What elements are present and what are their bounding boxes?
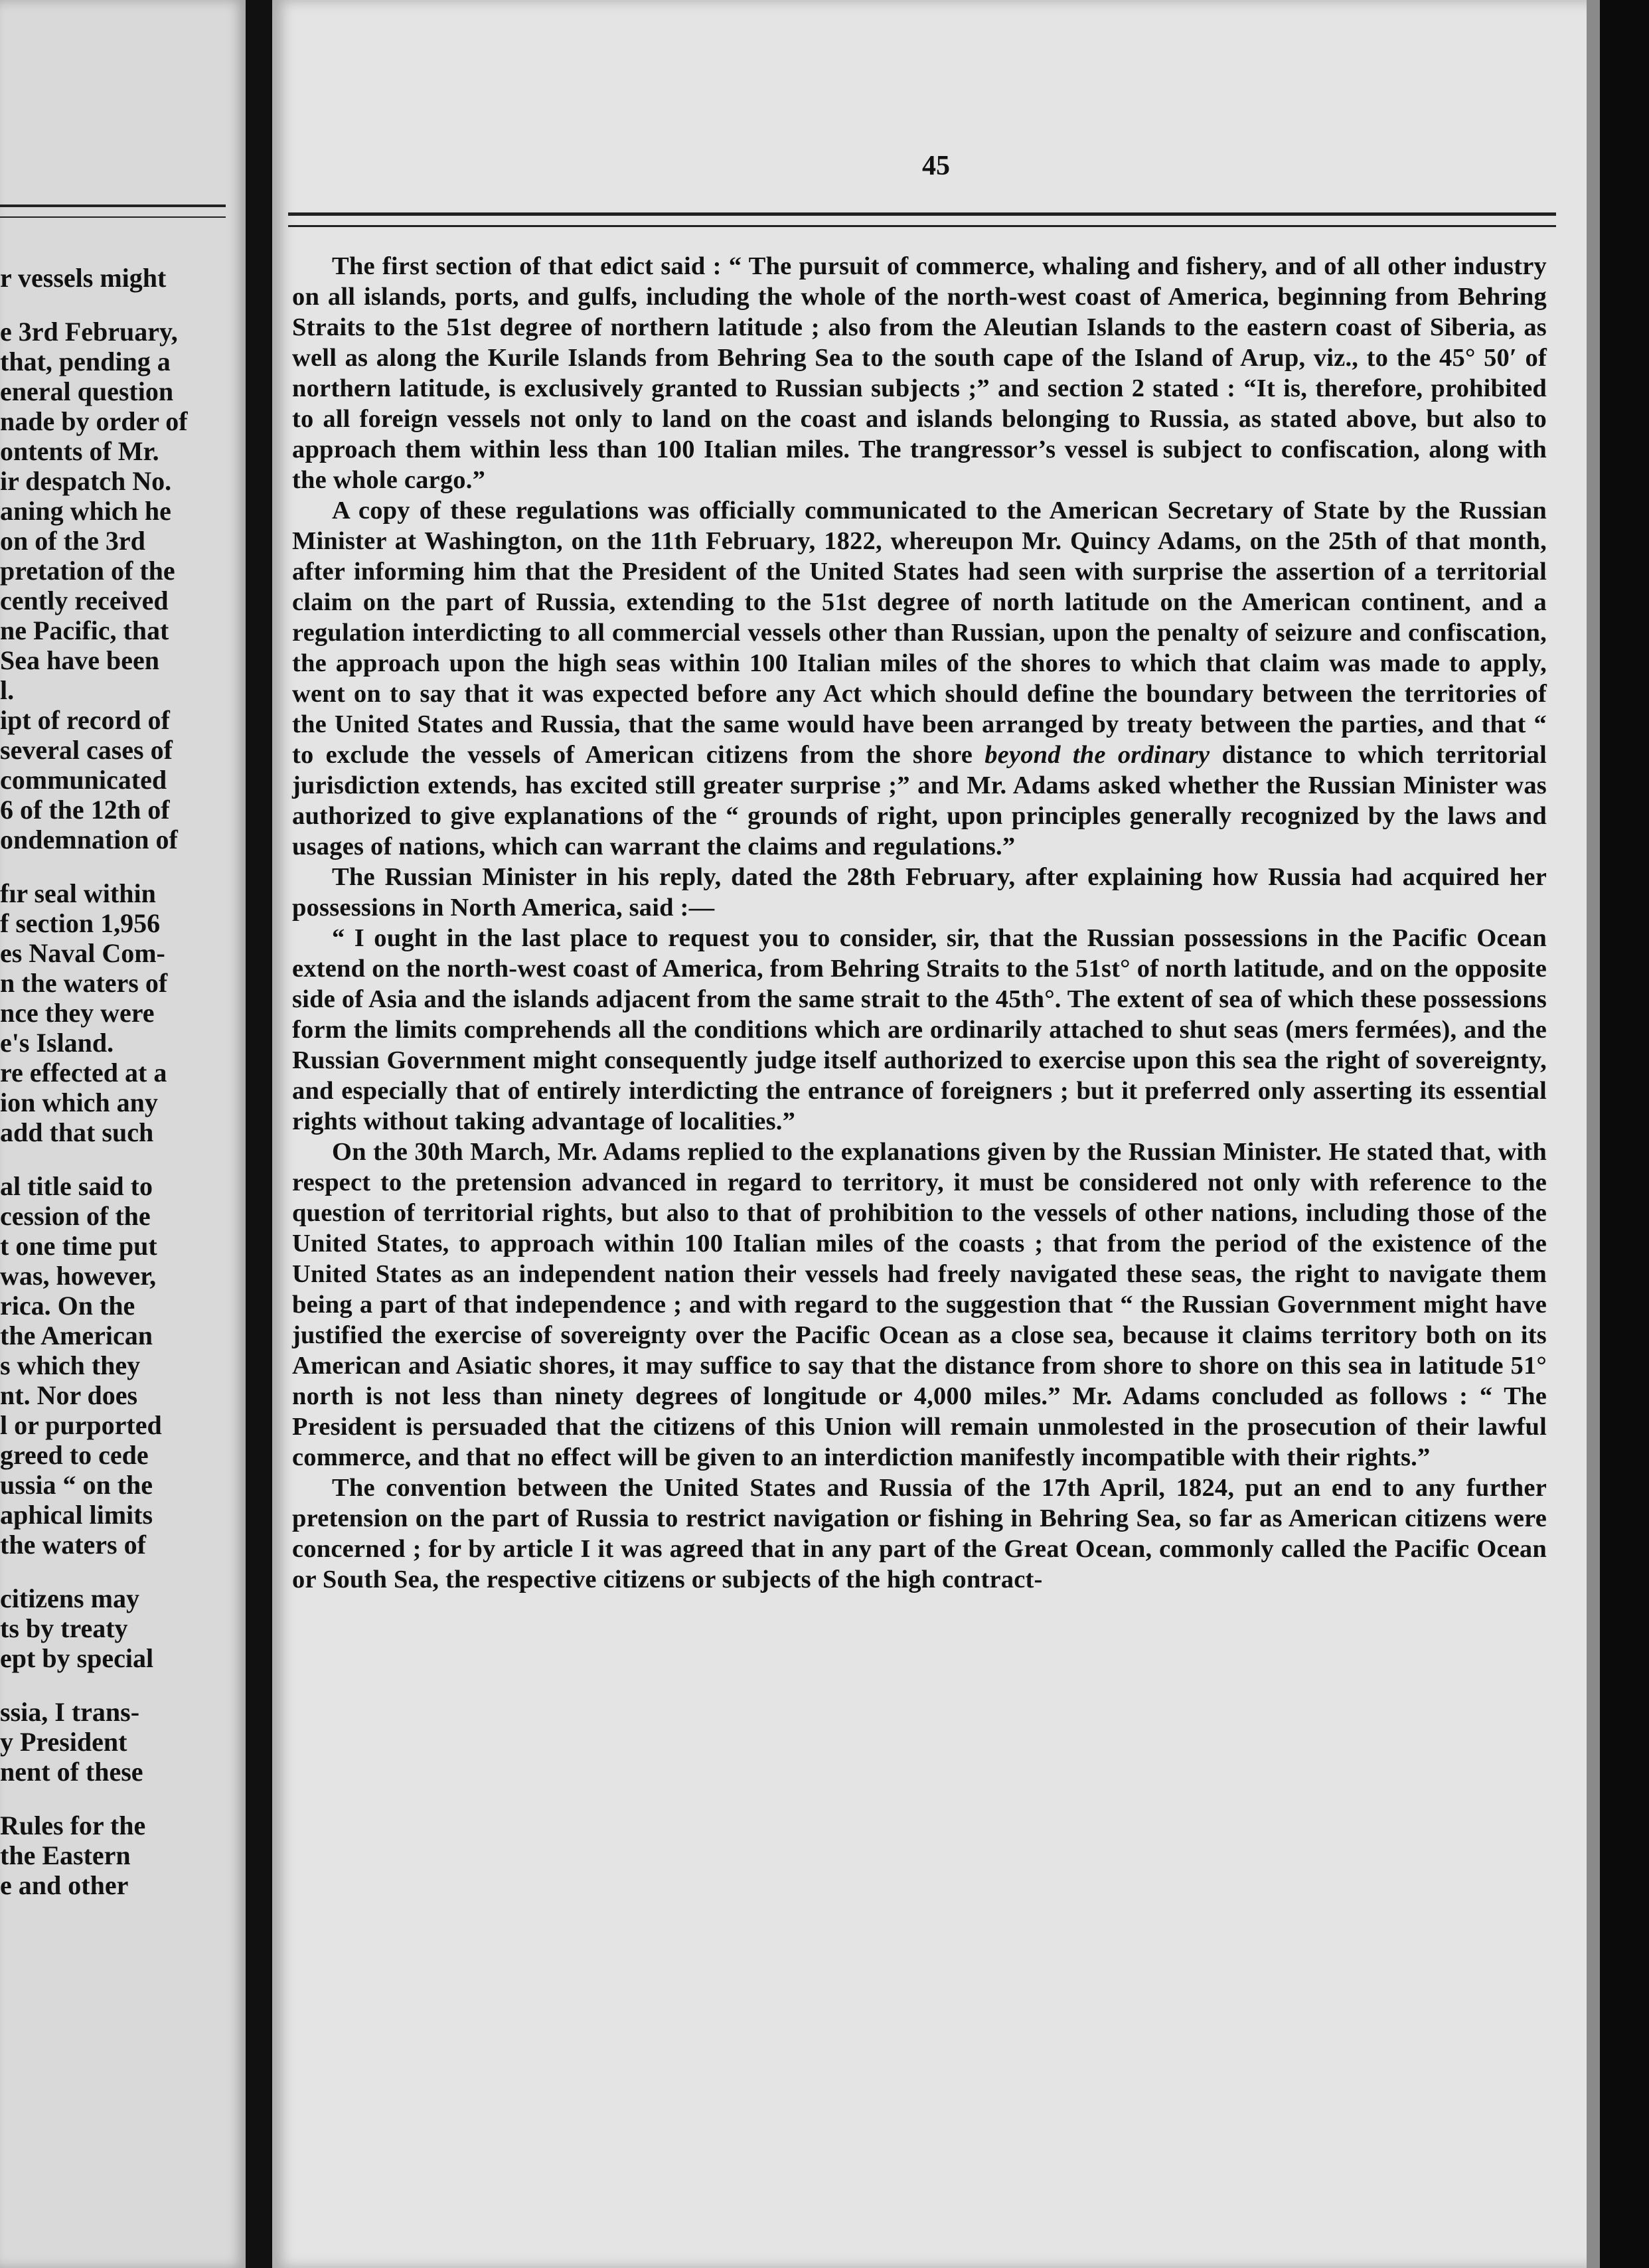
right-page	[272, 0, 1600, 2268]
header-rule	[288, 212, 1556, 227]
left-page-line: fır seal within	[0, 878, 156, 908]
left-page-gap	[0, 1673, 246, 1697]
left-page-line: aning which he	[0, 496, 171, 526]
left-page-line: nade by order of	[0, 406, 188, 436]
left-page-line: pretation of the	[0, 556, 175, 586]
paragraph-2-tail: distance to which territorial jurisdiction extends, has excited still greater surprise ;” and Mr. Adams asked whether the Russian Minister was authorized to give explanations of the “ grounds of right, upon principles generally recognized by the laws and usages of nations, which can warrant the claims and regulations.”	[292, 741, 1547, 860]
left-page-line: e and other	[0, 1870, 129, 1900]
left-page-line: several cases of	[0, 735, 173, 765]
left-page-gap	[0, 1787, 246, 1811]
left-page-line: nce they were	[0, 998, 155, 1028]
left-page-line: the waters of	[0, 1530, 146, 1560]
left-page-line: communicated	[0, 765, 167, 795]
left-page-gap	[0, 1560, 246, 1583]
left-page-line: was, however,	[0, 1261, 157, 1291]
left-page-line: citizens may	[0, 1583, 139, 1613]
left-page-line: ipt of record of	[0, 705, 170, 735]
page-edge-shadow	[1587, 0, 1601, 2268]
left-page-line: nent of these	[0, 1757, 143, 1787]
left-page-line: e's Island.	[0, 1028, 114, 1058]
left-page-line: l or purported	[0, 1410, 162, 1440]
quoted-paragraph: “ I ought in the last place to request you to consider, sir, that the Russian possessions in the Pacific Ocean extend on the north-west coast of America, from Behring Straits to the 51st° of north latitude, and on the opposite side of Asia and the islands adjacent from the same strait to the 45th°. The extent of sea of which these possessions form the limits comprehends all the conditions which are ordinarily attached to shut seas (mers fermées), and the Russian Government might consequently judge itself authorized to exercise upon this sea the right of sovereignty, and especially that of entirely interdicting the entrance of foreigners ; but it preferred only asserting its essential rights without taking advantage of localities.”	[292, 924, 1547, 1135]
left-page-line: Sea have been	[0, 645, 159, 675]
left-page-line: ondemnation of	[0, 825, 178, 854]
paragraph-2-text: A copy of these regulations was officially communicated to the American Secretary of State by the Russian Minister at Washington, on the 11th February, 1822, whereupon Mr. Quincy Adams, on the 25th of that month, after informing him that the President of the United States had seen with surprise the assertion of a territorial claim on the part of Russia, extending to the 51st degree of north latitude on the American continent, and a regulation interdicting to all commercial vessels other than Russian, upon the penalty of seizure and confiscation, the approach upon the high seas within 100 Italian miles of the shores to which that claim was made to apply, went on to say that it was expected before any Act which should define the boundary between the territories of the United States and Russia, that the same would have been arranged by treaty between the parties, and that “ to exclude the vessels of American citizens from the shore	[292, 497, 1547, 769]
page-number: 45	[922, 151, 950, 181]
left-page-line: ssia, I trans-	[0, 1697, 140, 1727]
paragraph-5: The convention between the United States and Russia of the 17th April, 1824, put an end to any further pretension on the part of Russia to restrict navigation or fishing in Behring Sea, so far as American citizens were concerned ; for by article I it was agreed that in any part of the Great Ocean, commonly called the Pacific Ocean or South Sea, the respective citizens or subjects of the high contract-	[292, 1474, 1547, 1593]
page-body	[292, 251, 1547, 1595]
left-page-line: cently received	[0, 586, 169, 615]
left-page-line: rica. On the	[0, 1291, 135, 1321]
left-page-line: nt. Nor does	[0, 1380, 138, 1410]
left-page-line: t one time put	[0, 1231, 157, 1261]
paragraph-3: The Russian Minister in his reply, dated the 28th February, after explaining how Russia had acquired her possessions in North America, said :—	[292, 863, 1547, 922]
left-page-line: ir despatch No.	[0, 466, 172, 496]
left-page-line: ept by special	[0, 1643, 154, 1673]
left-page-text	[0, 263, 246, 1900]
left-page-line: the Eastern	[0, 1840, 131, 1870]
left-page-line: ts by treaty	[0, 1613, 128, 1643]
left-page-line: y President	[0, 1727, 127, 1757]
left-page-line: f section 1,956	[0, 908, 161, 938]
paragraph-2-italic: beyond the ordinary	[984, 741, 1210, 769]
book-edge	[1600, 0, 1649, 2268]
left-page-line: the American	[0, 1321, 153, 1350]
left-page-line: ne Pacific, that	[0, 615, 169, 645]
left-page-line: ussia “ on the	[0, 1470, 153, 1500]
left-page-line: aphical limits	[0, 1500, 153, 1530]
left-page-line: on of the 3rd	[0, 526, 145, 556]
left-page-line: l.	[0, 675, 15, 705]
left-page-line: 6 of the 12th of	[0, 795, 170, 825]
left-page-gap	[0, 293, 246, 317]
left-page-line: that, pending a	[0, 347, 171, 376]
paragraph-1: The first section of that edict said : “ The pursuit of commerce, whaling and fishery, and of all other industry on all islands, ports, and gulfs, including the whole of the north-west coast of America, beginning from Behring Straits to the 51st degree of northern latitude ; also from the Aleutian Islands to the eastern coast of Siberia, as well as along the Kurile Islands from Behring Sea to the south cape of the Island of Arup, viz., to the 45° 50′ of northern latitude, is exclusively granted to Russian subjects ;” and section 2 stated : “It is, therefore, prohibited to all foreign vessels not only to land on the coast and islands belonging to Russia, as stated above, but also to approach them within less than 100 Italian miles. The trangressor’s vessel is subject to confiscation, along with the whole cargo.”	[292, 252, 1547, 494]
left-page-fragment	[0, 0, 246, 2268]
left-page-line: n the waters of	[0, 968, 168, 998]
left-page-line: s which they	[0, 1350, 141, 1380]
left-page-line: eneral question	[0, 376, 174, 406]
left-page-line: add that such	[0, 1117, 154, 1147]
left-page-line: es Naval Com-	[0, 938, 165, 968]
left-page-line: cession of the	[0, 1201, 151, 1231]
left-page-line: r vessels might	[0, 263, 167, 293]
left-header-rule	[0, 204, 226, 218]
left-page-line: greed to cede	[0, 1440, 149, 1470]
left-page-line: ion which any	[0, 1088, 158, 1117]
left-page-line: ontents of Mr.	[0, 436, 159, 466]
left-page-gap	[0, 1147, 246, 1171]
left-page-line: al title said to	[0, 1171, 153, 1201]
left-page-line: Rules for the	[0, 1811, 146, 1840]
paragraph-4: On the 30th March, Mr. Adams replied to the explanations given by the Russian Minister. He stated that, with respect to the pretension advanced in regard to territory, it must be considered not only with reference to the question of territorial rights, but also to that of prohibition to the vessels of other nations, including those of the United States, to approach within 100 Italian miles of the coasts ; that from the period of the existence of the United States as an independent nation their vessels had freely navigated these seas, the right to navigate them being a part of that independence ; and with regard to the suggestion that “ the Russian Government might have justified the exercise of sovereignty over the Pacific Ocean as a close sea, because it claims territory both on its American and Asiatic shores, it may suffice to say that the distance from shore to shore on this sea in latitude 51° north is not less than ninety degrees of longitude or 4,000 miles.” Mr. Adams concluded as follows : “ The President is persuaded that the citizens of this Union will remain unmolested in the prosecution of their lawful commerce, and that no effect will be given to an interdiction manifestly incompatible with their rights.”	[292, 1138, 1547, 1471]
book-gutter	[246, 0, 272, 2268]
left-page-line: e 3rd February,	[0, 317, 178, 347]
paragraph-2	[292, 495, 1547, 862]
left-page-gap	[0, 854, 246, 878]
left-page-line: re effected at a	[0, 1058, 167, 1088]
